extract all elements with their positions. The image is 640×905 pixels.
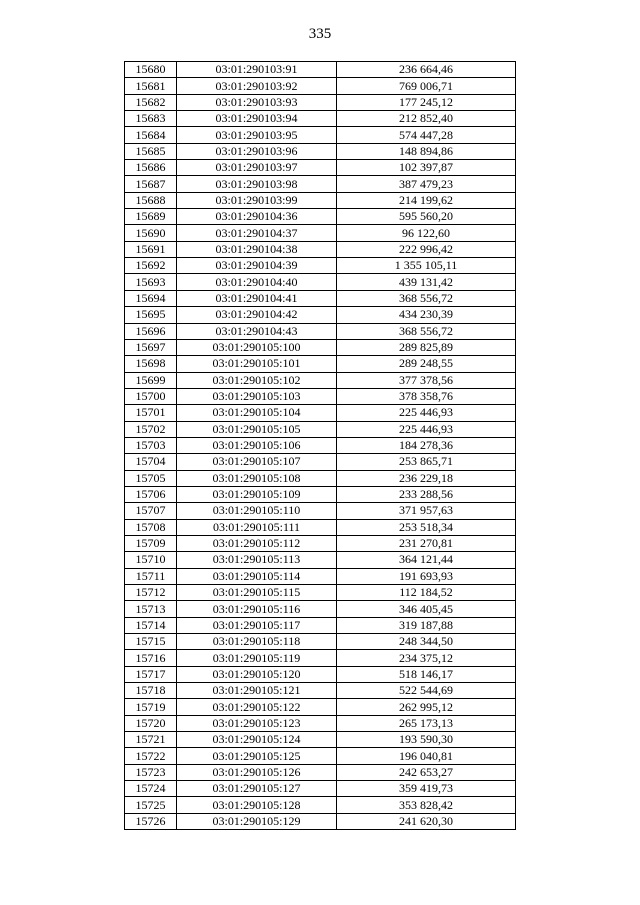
cadastral-number-cell: 03:01:290103:98 [177, 176, 337, 192]
table-row [125, 421, 516, 437]
cadastral-number-cell: 03:01:290103:99 [177, 192, 337, 208]
row-number-cell: 15686 [125, 160, 177, 176]
cadastral-number-cell: 03:01:290105:112 [177, 535, 337, 551]
row-number-cell: 15703 [125, 437, 177, 453]
row-number-cell: 15706 [125, 486, 177, 502]
table-row [125, 127, 516, 143]
table-row [125, 568, 516, 584]
cadastral-number-cell: 03:01:290105:129 [177, 813, 337, 829]
value-cell: 265 173,13 [337, 715, 516, 731]
row-number-cell: 15696 [125, 323, 177, 339]
table-row [125, 470, 516, 486]
cadastral-number-cell: 03:01:290105:110 [177, 503, 337, 519]
value-cell: 346 405,45 [337, 601, 516, 617]
value-cell: 234 375,12 [337, 650, 516, 666]
row-number-cell: 15701 [125, 405, 177, 421]
row-number-cell: 15710 [125, 552, 177, 568]
value-cell: 241 620,30 [337, 813, 516, 829]
table-row [125, 699, 516, 715]
value-cell: 368 556,72 [337, 323, 516, 339]
table-row [125, 339, 516, 355]
table-row [125, 748, 516, 764]
table-row [125, 437, 516, 453]
value-cell: 522 544,69 [337, 683, 516, 699]
cadastral-number-cell: 03:01:290105:126 [177, 764, 337, 780]
cadastral-number-cell: 03:01:290104:38 [177, 241, 337, 257]
row-number-cell: 15698 [125, 356, 177, 372]
value-cell: 574 447,28 [337, 127, 516, 143]
row-number-cell: 15684 [125, 127, 177, 143]
value-cell: 377 378,56 [337, 372, 516, 388]
row-number-cell: 15695 [125, 307, 177, 323]
table-row [125, 160, 516, 176]
value-cell: 225 446,93 [337, 405, 516, 421]
row-number-cell: 15726 [125, 813, 177, 829]
cadastral-number-cell: 03:01:290103:97 [177, 160, 337, 176]
table-row [125, 519, 516, 535]
row-number-cell: 15720 [125, 715, 177, 731]
cadastral-number-cell: 03:01:290104:41 [177, 290, 337, 306]
table-row [125, 388, 516, 404]
value-cell: 289 248,55 [337, 356, 516, 372]
row-number-cell: 15702 [125, 421, 177, 437]
row-number-cell: 15715 [125, 634, 177, 650]
cadastral-number-cell: 03:01:290105:128 [177, 797, 337, 813]
row-number-cell: 15711 [125, 568, 177, 584]
cadastral-number-cell: 03:01:290105:101 [177, 356, 337, 372]
cadastral-number-cell: 03:01:290105:121 [177, 683, 337, 699]
row-number-cell: 15724 [125, 781, 177, 797]
table-row [125, 225, 516, 241]
row-number-cell: 15717 [125, 666, 177, 682]
cadastral-number-cell: 03:01:290105:113 [177, 552, 337, 568]
value-cell: 102 397,87 [337, 160, 516, 176]
row-number-cell: 15683 [125, 111, 177, 127]
cadastral-number-cell: 03:01:290105:109 [177, 486, 337, 502]
table-row [125, 732, 516, 748]
value-cell: 434 230,39 [337, 307, 516, 323]
value-cell: 196 040,81 [337, 748, 516, 764]
value-cell: 191 693,93 [337, 568, 516, 584]
table-row [125, 94, 516, 110]
table-row [125, 715, 516, 731]
table-row [125, 176, 516, 192]
table-row [125, 503, 516, 519]
cadastral-number-cell: 03:01:290105:103 [177, 388, 337, 404]
row-number-cell: 15713 [125, 601, 177, 617]
table-row [125, 666, 516, 682]
table-row [125, 78, 516, 94]
cadastral-number-cell: 03:01:290103:91 [177, 62, 337, 78]
table-row [125, 486, 516, 502]
value-cell: 319 187,88 [337, 617, 516, 633]
table-row [125, 683, 516, 699]
cadastral-number-cell: 03:01:290105:104 [177, 405, 337, 421]
value-cell: 262 995,12 [337, 699, 516, 715]
table-body [125, 62, 516, 830]
row-number-cell: 15708 [125, 519, 177, 535]
cadastral-number-cell: 03:01:290105:127 [177, 781, 337, 797]
table-row [125, 781, 516, 797]
cadastral-number-cell: 03:01:290105:125 [177, 748, 337, 764]
row-number-cell: 15697 [125, 339, 177, 355]
value-cell: 518 146,17 [337, 666, 516, 682]
cadastral-number-cell: 03:01:290105:122 [177, 699, 337, 715]
cadastral-number-cell: 03:01:290105:115 [177, 585, 337, 601]
value-cell: 231 270,81 [337, 535, 516, 551]
row-number-cell: 15691 [125, 241, 177, 257]
value-cell: 177 245,12 [337, 94, 516, 110]
table-row [125, 307, 516, 323]
table-row [125, 241, 516, 257]
cadastral-number-cell: 03:01:290105:116 [177, 601, 337, 617]
row-number-cell: 15682 [125, 94, 177, 110]
table-row [125, 601, 516, 617]
cadastral-number-cell: 03:01:290103:96 [177, 143, 337, 159]
value-cell: 1 355 105,11 [337, 258, 516, 274]
table-row [125, 258, 516, 274]
row-number-cell: 15681 [125, 78, 177, 94]
cadastral-number-cell: 03:01:290105:100 [177, 339, 337, 355]
row-number-cell: 15689 [125, 209, 177, 225]
table-row [125, 650, 516, 666]
row-number-cell: 15690 [125, 225, 177, 241]
row-number-cell: 15685 [125, 143, 177, 159]
value-cell: 112 184,52 [337, 585, 516, 601]
row-number-cell: 15688 [125, 192, 177, 208]
cadastral-number-cell: 03:01:290105:108 [177, 470, 337, 486]
cadastral-number-cell: 03:01:290104:40 [177, 274, 337, 290]
value-cell: 225 446,93 [337, 421, 516, 437]
cadastral-value-table [124, 61, 516, 830]
table-row [125, 323, 516, 339]
cadastral-number-cell: 03:01:290104:42 [177, 307, 337, 323]
value-cell: 236 229,18 [337, 470, 516, 486]
value-cell: 233 288,56 [337, 486, 516, 502]
cadastral-number-cell: 03:01:290105:118 [177, 634, 337, 650]
table-row [125, 617, 516, 633]
value-cell: 439 131,42 [337, 274, 516, 290]
table-row [125, 356, 516, 372]
cadastral-number-cell: 03:01:290105:117 [177, 617, 337, 633]
table-row [125, 764, 516, 780]
cadastral-number-cell: 03:01:290105:102 [177, 372, 337, 388]
value-cell: 359 419,73 [337, 781, 516, 797]
value-cell: 222 996,42 [337, 241, 516, 257]
cadastral-number-cell: 03:01:290103:92 [177, 78, 337, 94]
table-row [125, 290, 516, 306]
value-cell: 353 828,42 [337, 797, 516, 813]
value-cell: 248 344,50 [337, 634, 516, 650]
table-row [125, 111, 516, 127]
value-cell: 212 852,40 [337, 111, 516, 127]
table-row [125, 372, 516, 388]
table-row [125, 209, 516, 225]
value-cell: 253 518,34 [337, 519, 516, 535]
value-cell: 364 121,44 [337, 552, 516, 568]
row-number-cell: 15721 [125, 732, 177, 748]
cadastral-number-cell: 03:01:290105:124 [177, 732, 337, 748]
cadastral-number-cell: 03:01:290105:114 [177, 568, 337, 584]
value-cell: 769 006,71 [337, 78, 516, 94]
table-row [125, 192, 516, 208]
value-cell: 378 358,76 [337, 388, 516, 404]
row-number-cell: 15704 [125, 454, 177, 470]
row-number-cell: 15719 [125, 699, 177, 715]
row-number-cell: 15725 [125, 797, 177, 813]
table-row [125, 454, 516, 470]
cadastral-number-cell: 03:01:290105:105 [177, 421, 337, 437]
table-row [125, 62, 516, 78]
table-row [125, 143, 516, 159]
row-number-cell: 15680 [125, 62, 177, 78]
cadastral-number-cell: 03:01:290105:107 [177, 454, 337, 470]
row-number-cell: 15693 [125, 274, 177, 290]
row-number-cell: 15692 [125, 258, 177, 274]
row-number-cell: 15716 [125, 650, 177, 666]
value-cell: 96 122,60 [337, 225, 516, 241]
row-number-cell: 15712 [125, 585, 177, 601]
table-row [125, 813, 516, 829]
value-cell: 193 590,30 [337, 732, 516, 748]
cadastral-number-cell: 03:01:290104:43 [177, 323, 337, 339]
value-cell: 387 479,23 [337, 176, 516, 192]
value-cell: 148 894,86 [337, 143, 516, 159]
row-number-cell: 15705 [125, 470, 177, 486]
cadastral-number-cell: 03:01:290104:37 [177, 225, 337, 241]
cadastral-number-cell: 03:01:290105:111 [177, 519, 337, 535]
cadastral-number-cell: 03:01:290105:106 [177, 437, 337, 453]
cadastral-number-cell: 03:01:290105:123 [177, 715, 337, 731]
row-number-cell: 15723 [125, 764, 177, 780]
table-row [125, 552, 516, 568]
value-cell: 371 957,63 [337, 503, 516, 519]
row-number-cell: 15707 [125, 503, 177, 519]
value-cell: 289 825,89 [337, 339, 516, 355]
cadastral-number-cell: 03:01:290105:119 [177, 650, 337, 666]
value-cell: 253 865,71 [337, 454, 516, 470]
cadastral-number-cell: 03:01:290104:39 [177, 258, 337, 274]
cadastral-number-cell: 03:01:290105:120 [177, 666, 337, 682]
cadastral-number-cell: 03:01:290103:93 [177, 94, 337, 110]
row-number-cell: 15714 [125, 617, 177, 633]
value-cell: 214 199,62 [337, 192, 516, 208]
value-cell: 242 653,27 [337, 764, 516, 780]
table-row [125, 797, 516, 813]
table-row [125, 585, 516, 601]
value-cell: 184 278,36 [337, 437, 516, 453]
table-row [125, 405, 516, 421]
value-cell: 595 560,20 [337, 209, 516, 225]
row-number-cell: 15700 [125, 388, 177, 404]
cadastral-number-cell: 03:01:290103:94 [177, 111, 337, 127]
value-cell: 236 664,46 [337, 62, 516, 78]
table-row [125, 535, 516, 551]
row-number-cell: 15722 [125, 748, 177, 764]
value-cell: 368 556,72 [337, 290, 516, 306]
row-number-cell: 15709 [125, 535, 177, 551]
row-number-cell: 15718 [125, 683, 177, 699]
row-number-cell: 15694 [125, 290, 177, 306]
cadastral-number-cell: 03:01:290104:36 [177, 209, 337, 225]
row-number-cell: 15699 [125, 372, 177, 388]
page-number: 335 [308, 26, 332, 42]
table-row [125, 634, 516, 650]
cadastral-number-cell: 03:01:290103:95 [177, 127, 337, 143]
table-row [125, 274, 516, 290]
row-number-cell: 15687 [125, 176, 177, 192]
